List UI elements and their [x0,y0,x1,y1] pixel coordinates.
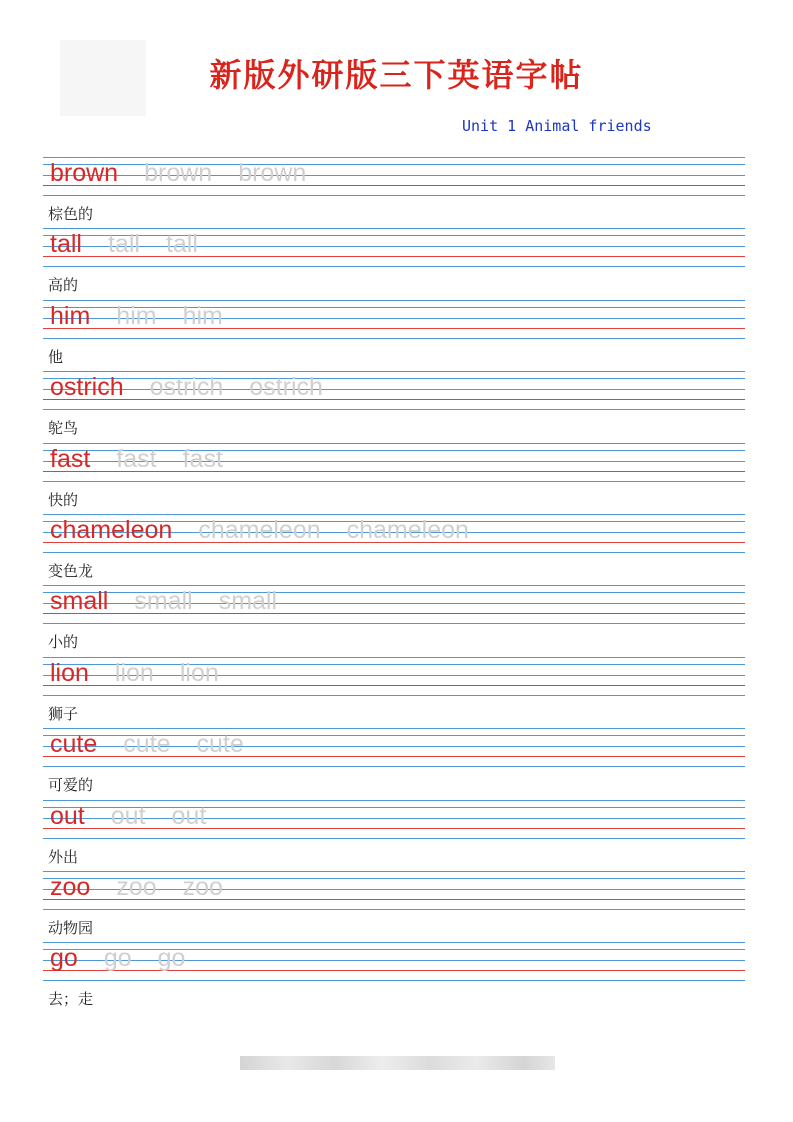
blurred-footer [240,1056,555,1070]
trace-word: zoo [182,872,223,901]
word: chameleon [50,515,173,544]
word-line [50,943,211,973]
practice-row [0,942,793,1013]
trace-word: fast [182,444,223,473]
word: go [50,944,78,973]
trace-word: fast [116,444,157,473]
meaning: 动物园 [48,918,94,937]
trace-word: ostrich [149,373,224,402]
practice-row [0,657,793,728]
meaning: 外出 [48,847,79,866]
trace-word: zoo [116,872,157,901]
word: fast [50,444,91,473]
practice-row [0,228,793,299]
meaning: 变色龙 [48,561,94,580]
trace-word: lion [179,658,219,687]
word-line [50,444,249,474]
trace-word: chameleon [346,515,469,544]
trace-word: cute [196,730,244,759]
trace-word: out [110,801,146,830]
trace-word: tall [165,230,198,259]
meaning: 可爱的 [48,776,94,795]
word-line [50,801,232,831]
trace-word: small [134,587,193,616]
trace-word: lion [114,658,154,687]
practice-row [0,800,793,871]
trace-word: out [171,801,207,830]
meaning: 他 [48,347,64,366]
word-line [50,729,270,759]
word-line [50,586,303,616]
practice-row [0,443,793,514]
practice-row [0,514,793,585]
trace-word: brown [238,159,307,187]
trace-word: him [116,301,157,330]
practice-row [0,300,793,371]
meaning: 高的 [48,276,79,295]
practice-row [0,157,793,228]
trace-word: brown [144,159,213,187]
trace-word: cute [123,730,171,759]
word: him [50,301,91,330]
word-line [50,515,495,545]
page-title: 新版外研版三下英语字帖 [209,56,584,94]
trace-word: go [103,944,132,973]
word-line [50,658,245,688]
unit-subtitle: Unit 1 Animal friends [462,117,652,135]
word-line [50,372,349,402]
meaning: 狮子 [48,704,79,723]
meaning: 小的 [48,633,79,652]
meaning: 快的 [48,490,79,509]
trace-word: chameleon [198,515,321,544]
practice-row [0,585,793,656]
practice-row [0,371,793,442]
trace-word: tall [107,230,140,259]
word-line [50,158,332,188]
word: out [50,801,85,830]
word: cute [50,730,98,759]
word: tall [50,230,82,259]
word: lion [50,658,89,687]
word: small [50,587,109,616]
trace-word: ostrich [249,373,323,402]
trace-word: go [157,944,186,973]
practice-row [0,871,793,942]
trace-word: small [218,587,278,616]
meaning: 鸵鸟 [48,419,79,438]
word-line [50,229,224,259]
word-line [50,872,249,902]
trace-word: him [182,301,223,330]
word: brown [50,159,119,187]
meaning: 棕色的 [48,205,94,223]
meaning: 去；走 [48,990,94,1009]
practice-row [0,728,793,799]
word-line [50,301,249,331]
practice-rows [0,157,793,1014]
word: ostrich [50,373,124,402]
word: zoo [50,872,91,901]
